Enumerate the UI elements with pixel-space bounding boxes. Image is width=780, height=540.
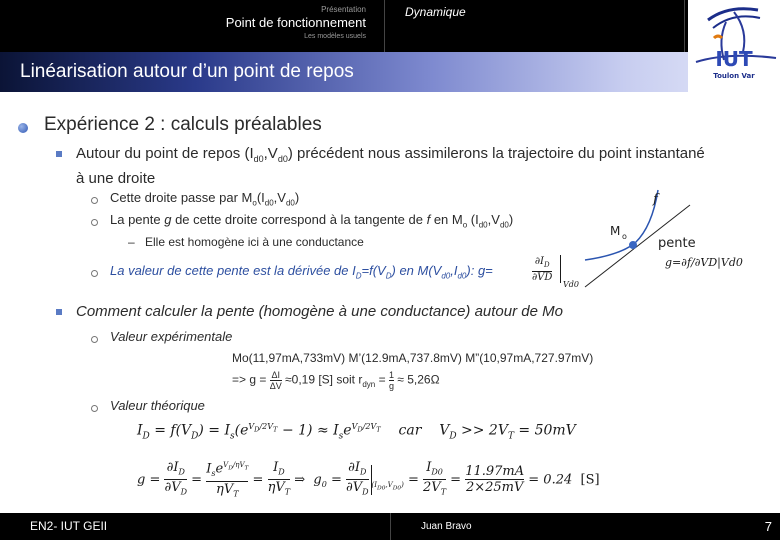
point-sub-label: o [622,232,627,241]
page-number: 7 [764,519,772,534]
circle-bullet-icon [91,405,98,412]
crumb-top-label[interactable]: Présentation [321,5,366,14]
graph-g-expression: g=∂f/∂VD|Vd0 [665,256,743,269]
theo-label: Valeur théorique [110,398,205,413]
iut-logo [688,0,780,92]
crumb-bottom-label[interactable]: Les modèles usuels [304,33,366,40]
square-bullet-icon [56,309,62,315]
b2-text: Comment calculer la pente (homogène à une conductance) autour de Mo [76,303,563,320]
circle-bullet-icon [91,270,98,277]
crumb-right-label[interactable]: Dynamique [405,5,466,19]
sub-item-3: La valeur de cette pente est la dérivée de $I_D=f(V_D)$ en $M(V_{d0},I_{d0})$: g= [110,263,493,281]
evaluation-subscript: Vd0 [563,280,579,289]
footer-course: EN2- IUT GEII [30,519,108,533]
curve-label: f [653,192,658,207]
logo-subtext: Toulon Var [713,72,755,80]
logo-text: IUT [715,47,753,71]
iut-logo-graphic [688,0,780,92]
exp-label: Valeur expérimentale [110,329,233,344]
sub-item-2: La pente g de cette droite correspond à la tangente de f en $M_o$ $(I_{d0},V_{d0})$ [110,212,514,230]
tangent-graph [580,185,780,295]
equation-2: g = $\frac{\partial I_D}{\partial V_D}$ = $I_se^{V_D/\eta V_T}$ $\eta V_T$ = $I_D$ $\eta V_T$ ⇒ $g_0$ = $\frac{\partial I_D}{\partial V_D}$ $_{(I_{D0},V_{D0})}$ = $\frac{I_{D0}}{2V_T}$ = $\frac{11.97mA}{2\times 25mV}$ = 0.24 [S] [137,459,600,499]
footer-author-block [390,513,690,540]
circle-bullet-icon [91,219,98,226]
section-crumb-block [0,0,385,52]
tangent-label: pente [658,236,696,251]
point-label: M [610,224,621,238]
derivative-fraction: $\partial I_D$ ∂VD [532,256,553,283]
level1-heading: Expérience 2 : calculs préalables [44,114,322,135]
top-header-bar [0,0,780,52]
circle-bullet-icon [91,336,98,343]
equation-1: $I_D = f(V_D) = I_s(e^{V_D/2V_T} - 1) \approx I_se^{V_D/2V_T}$ car $V_D >> 2V_T = 50mV$ [137,422,576,442]
sub-item-2-dash-text: Elle est homogène ici à une conductance [145,235,364,249]
exp-calc: => g = $\frac{\Delta I}{\Delta V}$ ≈0,19 [S] soit $r_{dyn}$ = $\frac{1}{g}$ ≈ 5,26Ω [232,370,440,391]
exp-points: Mo(11,97mA,733mV) M’(12.9mA,737.8mV) M”(10,97mA,727.97mV) [232,351,594,365]
level1-bullet-icon [18,123,28,133]
footer-author: Juan Bravo [421,521,472,532]
dash-bullet-icon: – [128,235,135,249]
b1-text: Autour du point de repos $(I_{d0},V_{d0})$ précédent nous assimilerons la trajectoire du point instantané à une droite [76,145,705,187]
slide-title: Linéarisation autour d’un point de repos [20,61,354,82]
square-bullet-icon [56,151,62,157]
sub-item-1: Cette droite passe par $M_o(I_{d0},V_{d0})$ [110,190,300,208]
evaluation-bar [560,255,561,283]
circle-bullet-icon [91,197,98,204]
curve-f [585,190,658,260]
crumb-main-label[interactable]: Point de fonctionnement [225,15,366,30]
bottom-footer-bar [0,513,780,540]
title-band [0,52,780,92]
operating-point-mo [629,241,637,249]
right-crumb-block [385,0,685,52]
